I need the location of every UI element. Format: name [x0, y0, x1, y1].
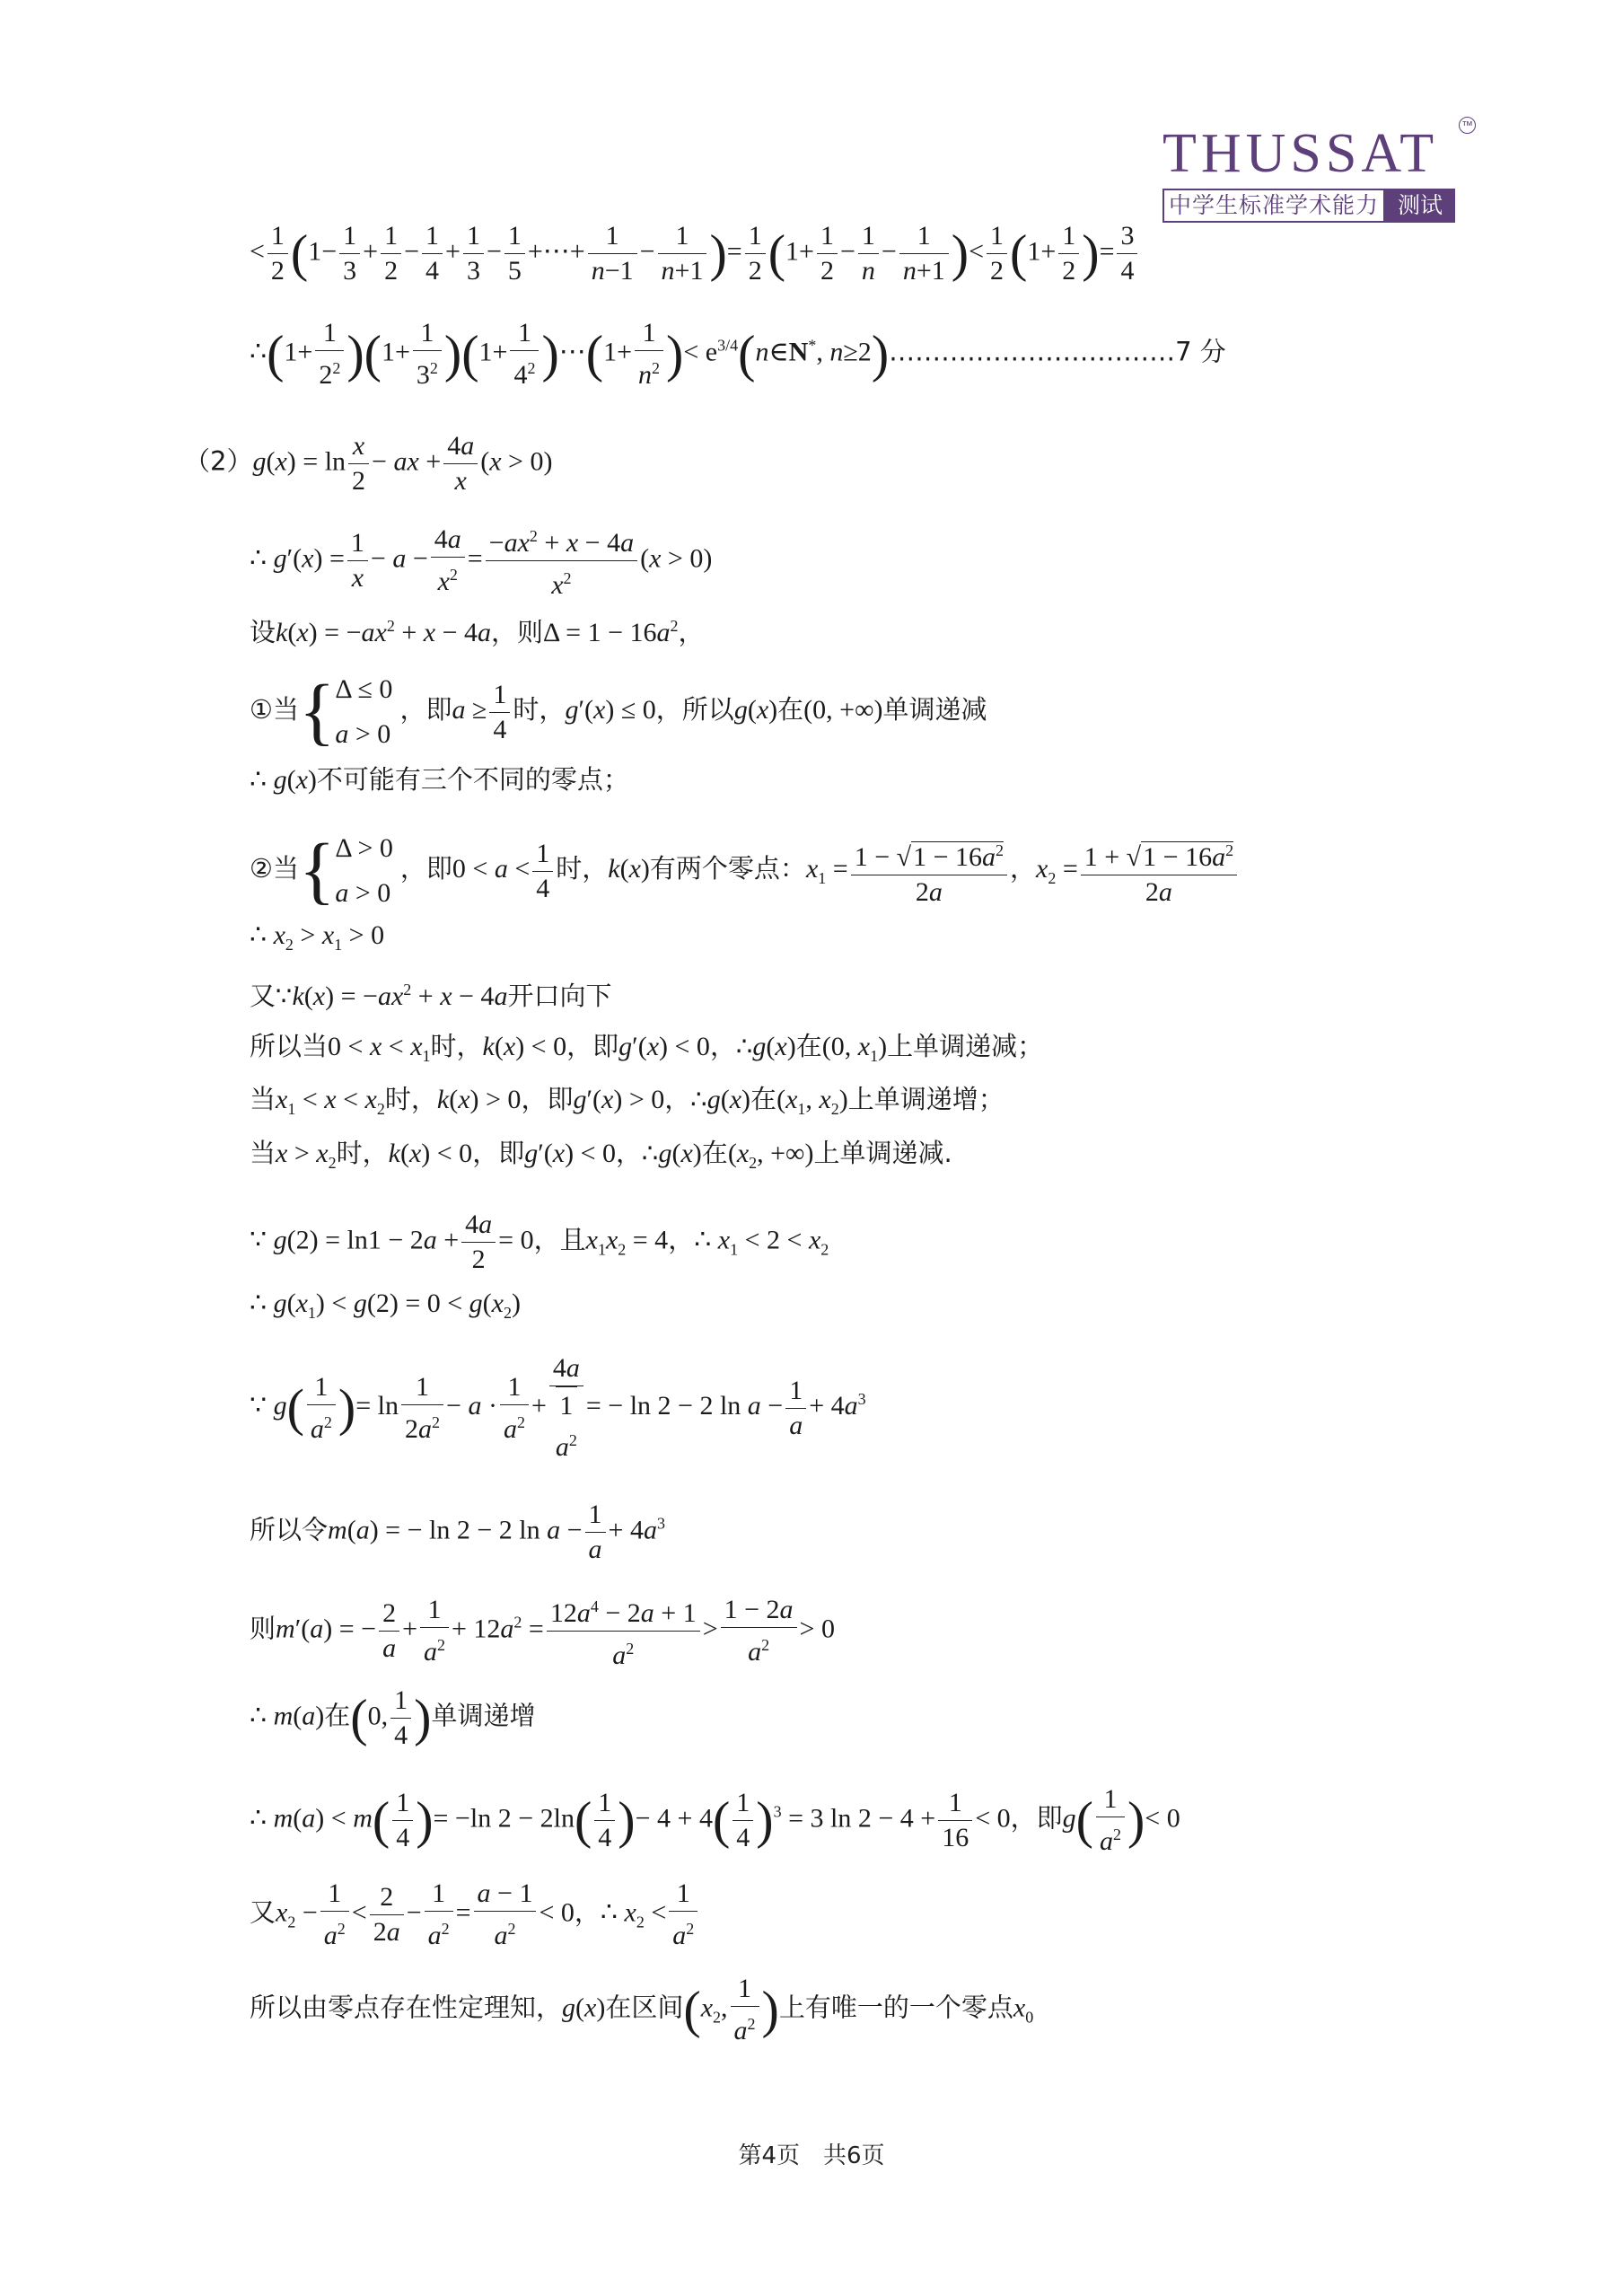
- interval-3-line: 当$x > x_2$时，k(x) < 0，即g′(x) < 0，∴g(x)在($x_2$, +∞)上单调递减.: [250, 1138, 952, 1172]
- logo-wordmark: THUSSAT: [1162, 123, 1439, 184]
- x2-bound-line: 又$x_2$ − $\frac{1}{a^2}$ < $\frac{2}{2a}$ − $\frac{1}{a^2}$ = $\frac{a - 1}{a^2}$ < 0，∴ $x_2$ < $\frac{1}{a^2}$: [250, 1877, 700, 1953]
- opens-downward-line: 又∵k(x) = $-ax^2 + x - 4a$开口向下: [250, 981, 612, 1011]
- m-derivative-line: 则m′(a) = − $\frac{2}{a}$ + $\frac{1}{a^2}$ + $12a^2$ = $\frac{12a^4 - 2a + 1}{a^2}$ > $\frac{1 - 2a}{a^2}$ > 0: [250, 1589, 835, 1673]
- trademark-icon: ™: [1459, 117, 1476, 134]
- m-bound-line: ∴ m(a) < m( $\frac{1}{4}$ )= −ln 2 − 2ln( $\frac{1}{4}$ )− 4 + 4( $\frac{1}{4}$ )$^3$ = 3 ln 2 − 4 + $\frac{1}{16}$ < 0，即g( $\frac{1}{a^2}$ )< 0: [250, 1784, 1180, 1856]
- part-2-definition: （2）g(x) = ln $\frac{x}{2}$ − ax + $\frac{4a}{x}$ (x > 0): [184, 431, 553, 496]
- score-note: ……………………………7 分: [889, 336, 1226, 367]
- inequality-line-1: < $\frac{1}{2}$ (1− $\frac{1}{3}$ + $\frac{1}{2}$ − $\frac{1}{4}$ + $\frac{1}{3}$ − $\frac{1}{5}$ +⋯+ $\frac{1}{n-1}$ − $\frac{1}{n+1}$ )= $\frac{1}{2}$ (1+ $\frac{1}{2}$ − $\frac{1}{n}$ − $\frac{1}{n+1}$ )< $\frac{1}{2}$ (1+ $\frac{1}{2}$ )= $\frac{3}{4}$: [250, 219, 1140, 288]
- define-k-line: 设$k(x) = -ax^2 + x - 4a$，则$\Delta = 1 - 16a^2$，: [250, 617, 705, 647]
- thussat-logo: [1162, 119, 1473, 223]
- product-inequality: ∴(1+ $\frac{1}{2^2}$ )(1+ $\frac{1}{3^2}$ )(1+ $\frac{1}{4^2}$ )⋯(1+ $\frac{1}{n^2}$ )< $e^{3/4}(n\in N^*$, n≥2)……………………………7 分: [250, 318, 1226, 390]
- logo-tag: 测试: [1385, 189, 1455, 223]
- conclusion-line: 所以由零点存在性定理知，g(x)在区间($x_2$, $\frac{1}{a^2}$ )上有唯一的一个零点$x_0$: [250, 1974, 1034, 2045]
- define-m-line: 所以令m(a) = − ln 2 − 2 ln a − $\frac{1}{a}$ + $4a^3$: [250, 1500, 665, 1564]
- logo-subtitle: 中学生标准学术能力: [1162, 189, 1385, 223]
- not-three-zeros-line: ∴ g(x)不可能有三个不同的零点；: [250, 764, 629, 795]
- derivative-line: ∴ g′(x) = $\frac{1}{x}$ − a − $\frac{4a}{x^2}$ = $\frac{-ax^2 + x - 4a}{x^2}$ (x > 0): [250, 519, 712, 603]
- m-increasing-line: ∴ m(a)在(0, $\frac{1}{4}$ )单调递增: [250, 1685, 536, 1750]
- part-label: （2）: [184, 445, 253, 477]
- x2-gt-x1-line: ∴ $x_2 > x_1 > 0$: [250, 920, 385, 954]
- case-1-line: ①当{Δ ≤ 0 a > 0，即a ≥ $\frac{1}{4}$ 时，g′(x) ≤ 0，所以g(x)在(0, +∞)单调递减: [250, 670, 987, 753]
- g2-zero-line: ∵ g(2) = ln1 − 2a + $\frac{4a}{2}$ = 0，且$x_1x_2 = 4$，∴ $x_1 < 2 < x_2$: [250, 1210, 829, 1274]
- g-order-line: ∴ $g(x_1) < g(2) = 0 < g(x_2)$: [250, 1289, 521, 1322]
- case-2-line: ②当{Δ > 0 a > 0，即0 < a < $\frac{1}{4}$ 时，k(x)有两个零点：$x_1$ = $\frac{1 - √1 - 16a^2}{2a}$ ，$x_2$ = $\frac{1 + √1 - 16a^2}{2a}$: [250, 826, 1240, 916]
- g-one-over-a2-line: ∵ g( $\frac{1}{a^2}$ )= ln $\frac{1}{2a^2}$ − a · $\frac{1}{a^2}$ + 4a 1 $a^2$ = − ln 2 − 2 ln a − $\frac{1}{a}$ + $4a^3$: [250, 1351, 866, 1465]
- page-footer: 第4页 共6页: [738, 2142, 885, 2169]
- interval-2-line: 当$x_1 < x < x_2$时，k(x) > 0，即g′(x) > 0，∴g(x)在($x_1$, $x_2$)上单调递增；: [250, 1084, 1005, 1118]
- interval-1-line: 所以当$0 < x < x_1$时，k(x) < 0，即g′(x) < 0，∴g(x)在(0, $x_1$)上单调递减；: [250, 1031, 1044, 1065]
